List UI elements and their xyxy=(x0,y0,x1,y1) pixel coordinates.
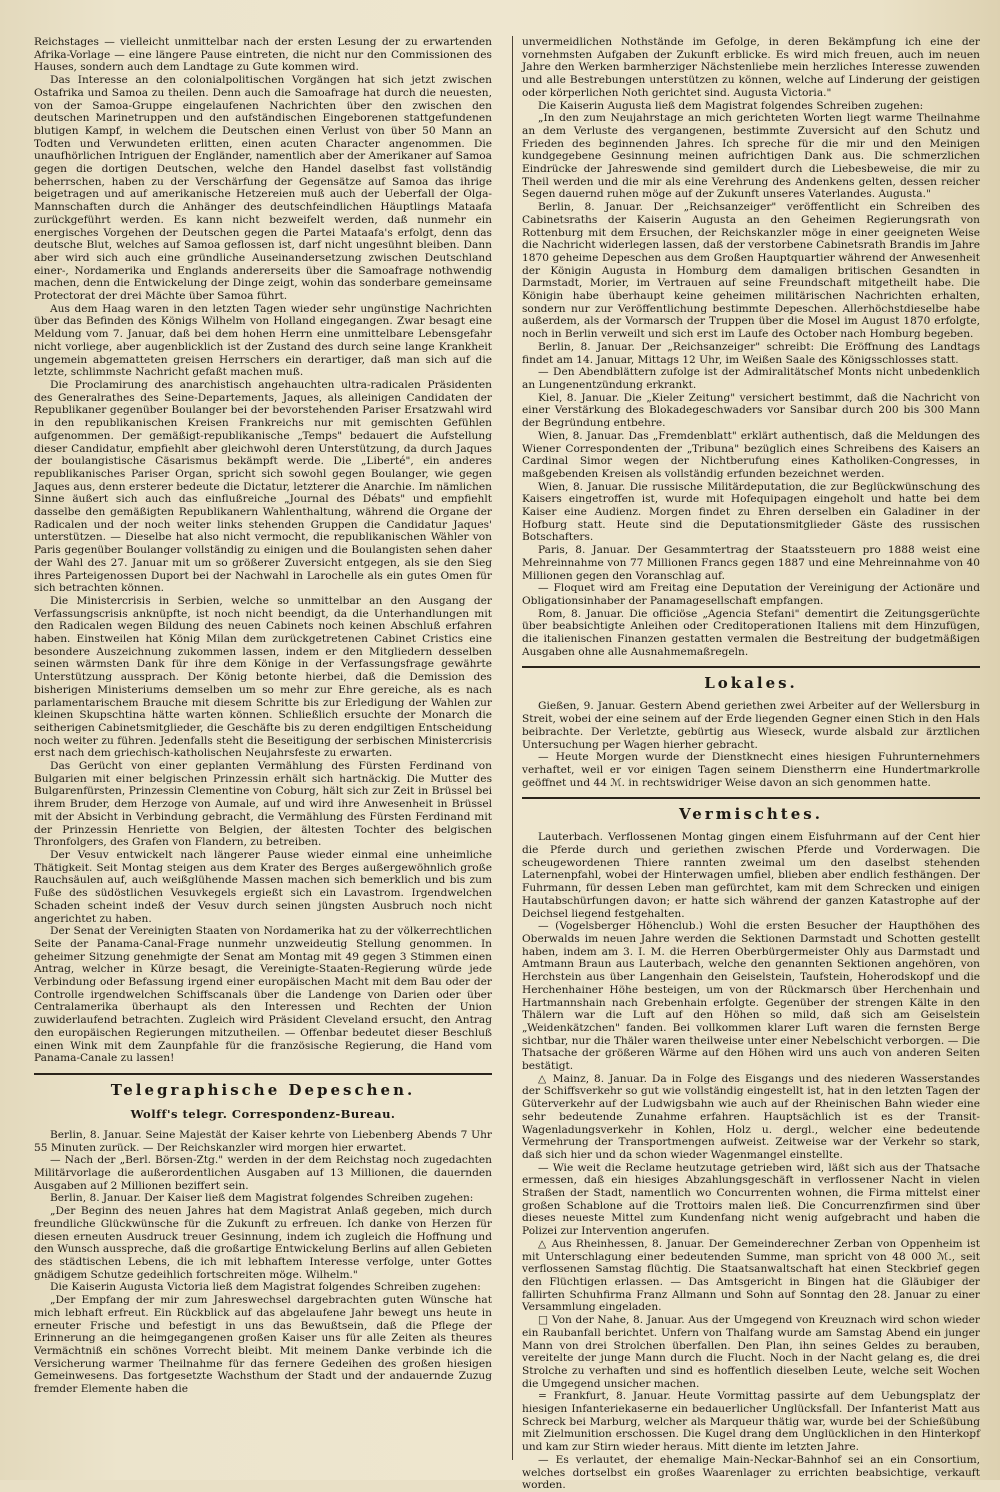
right-column xyxy=(522,36,980,1492)
section-divider xyxy=(522,666,980,668)
article-paragraph: Die Kaiserin Augusta ließ dem Magistrat folgendes Schreiben zugehen: xyxy=(538,99,924,112)
article-paragraph: Rom, 8. Januar. Die officiöse „Agencia Stefani" dementirt die Zeitungsgerüchte über beabsichtigte Anleihen oder Creditoperationen Italiens mit dem Hinzufügen, die italienischen Finanzen gestatten vermalen die Bestreitung der budgetmäßigen Ausgaben ohne alle Ausnahmemaßregeln. xyxy=(522,607,980,658)
article-paragraph: Wien, 8. Januar. Die russische Militärdeputation, die zur Beglückwünschung des Kaisers eingetroffen ist, wurde mit Hofequipagen eingeholt und hatte bei dem Kaiser eine Audienz. Morgen findet zu Ehren derselben ein Galadiner in der Hofburg statt. Heute sind die Deputationsmitglieder Gäste des russischen Botschafters. xyxy=(522,480,980,544)
vermischtes-paragraph: — (Vogelsberger Höhenclub.) Wohl die ersten Besucher der Haupthöhen des Oberwalds im neuen Jahre werden die Sektionen Darmstadt und Schotten gestellt haben, indem am 3. I. M. die Herren Oberbürgermeister Ohly aus Darmstadt und Amtmann Braun aus Lauterbach, welche den genannten Sektionen angehören, von Herchstein aus über Langenhain den Geiselstein, Taufstein, Hoherodskopf und die Herchenhainer Höhe besteigen, um von der Rückmarsch über Herchenhain und Hartmannshain nach Grebenhain erfolgte. Gegenüber der strengen Kälte in den Thälern war die Luft auf den Höhen so mild, daß sich am Geiselstein „Weidenkätzchen" fanden. Bei vollkommen klarer Luft waren die fernsten Berge sichtbar, nur die Thäler waren theilweise unter einer Nebelschicht verborgen. — Die Thatsache der größeren Wärme auf den Höhen wird uns auch von anderen Seiten bestätigt. xyxy=(522,920,980,1073)
article-paragraph: Wien, 8. Januar. Das „Fremdenblatt" erklärt authentisch, daß die Meldungen des Wiener Correspondenten der „Tribuna" bezüglich eines Schreibens des Kaisers an Cardinal Simor wegen der Nichtberufung eines Katholiken-Congresses, in maßgebenden Kreisen als vollständig erfunden bezeichnet werden. xyxy=(522,429,980,480)
vermischtes-paragraph: = Frankfurt, 8. Januar. Heute Vormittag passirte auf dem Uebungsplatz der hiesigen Infanteriekaserne ein bedauerlicher Unglücksfall. Der Infanterist Matt aus Schreck bei Marburg, welcher als Marqueur thätig war, wurde bei der Schießübung mit Zielmunition erschossen. Die Kugel drang dem Unglücklichen in den Hinterkopf und kam zur Stirn wieder heraus. Mitt diente im letzten Jahre. xyxy=(522,1390,980,1454)
lokales-paragraph: Gießen, 9. Januar. Gestern Abend geriethen zwei Arbeiter auf der Wellersburg in Streit, wobei der eine seinem auf der Erde liegenden Gegner einen Stich in den Hals beibrachte. Der Verletzte, gebürtig aus Wieseck, wurde alsbald zur ärztlichen Untersuchung per Wagen hierher gebracht. xyxy=(522,700,980,751)
article-paragraph: „In den zum Neujahrstage an mich gerichteten Worten liegt warme Theilnahme an dem Verluste des vergangenen, bestimmte Zuversicht auf den Schutz und Frieden des beginnenden Jahres. Ich spreche für die mir und den Meinigen kundgegebene Gesinnung meinen aufrichtigen Dank aus. Die schmerzlichen Eindrücke der Jahreswende sind gemildert durch die Liebesbeweise, die mir zu Theil werden und die mir als eine Verehrung des Andenkens gelten, dessen reicher Segen dauernd ruhen möge auf der Zukunft unseres Vaterlandes. Augusta." xyxy=(522,112,980,201)
vermischtes-paragraph: △ Mainz, 8. Januar. Da in Folge des Eisgangs und des niederen Wasserstandes der Schiffsverkehr so gut wie vollständig eingestellt ist, hat in den letzten Tagen der Güterverkehr auf der Ludwigsbahn wie auch auf der Rheinischen Bahn wieder eine sehr bedeutende Zunahme erfahren. Hauptsächlich ist es der Transit-Wagenladungsverkehr in Kohlen, Holz u. dergl., welcher eine bedeutende Vermehrung der Transportmengen aufweist. Zeitweise war der Verkehr so stark, daß sich hier und da schon wieder Wagenmangel einstellte. xyxy=(522,1072,980,1161)
vermischtes-paragraph: □ Von der Nahe, 8. Januar. Aus der Umgegend von Kreuznach wird schon wieder ein Raubanfall berichtet. Unfern von Thalfang wurde am Samstag Abend ein junger Mann von drei Strolchen überfallen. Den Plan, ihn seines Geldes zu berauben, vereitelte der junge Mann durch die Flucht. Noch in der Nacht gelang es, die drei Strolche zu verhaften und sind es hoffentlich dieselben Leute, welche seit Wochen die Umgegend unsicher machen. xyxy=(522,1314,980,1390)
article-paragraph: Berlin, 8. Januar. Der „Reichsanzeiger" veröffentlicht ein Schreiben des Cabinetsraths der Kaiserin Augusta an den Geheimen Regierungsrath von Rottenburg mit dem Ersuchen, der Reichskanzler möge in einer geeigneten Weise die Nachricht widerlegen lassen, daß der verstorbene Cabinetsrath Brandis im Jahre 1870 geheime Depeschen aus dem Großen Hauptquartier während der Anwesenheit der Königin Augusta in Homburg dem damaligen britischen Gesandten in Darmstadt, Morier, im Vertrauen auf seine Freundschaft mitgetheilt habe. Die Königin habe überhaupt keine geheimen militärischen Nachrichten erhalten, sondern nur zur Veröffentlichung bestimmte Depeschen. Allerhöchstdieselbe habe außerdem, als der Vormarsch der Truppen über die Mosel im August 1870 erfolgte, noch in Berlin verweilt und sich erst im Laufe des October nach Homburg begeben. xyxy=(522,201,980,341)
article-paragraph: Paris, 8. Januar. Der Gesammtertrag der Staatssteuern pro 1888 weist eine Mehreinnahme von 77 Millionen Francs gegen 1887 und eine Mehreinnahme von 40 Millionen gegen den Voranschlag auf. xyxy=(522,544,980,582)
lokales-heading: Lokales. xyxy=(704,674,798,693)
article-paragraph: Reichstages — vielleicht unmittelbar nach der ersten Lesung der zu erwartenden Afrika-Vorlage — eine längere Pause eintreten, die nicht nur den Commissionen des Hauses, sondern auch dem Landtage zu Gute kommen wird. xyxy=(34,36,492,74)
section-divider xyxy=(34,1073,492,1075)
section-divider xyxy=(522,797,980,799)
telegraph-paragraph: Berlin, 8. Januar. Der Kaiser ließ dem Magistrat folgendes Schreiben zugehen: xyxy=(50,1192,474,1205)
telegraph-paragraph: — Nach der „Berl. Börsen-Ztg." werden in der dem Reichstag noch zugedachten Militärvorlage die außerordentlichen Ausgaben auf 13 Millionen, die dauernden Ausgaben auf 2 Millionen beziffert sein. xyxy=(34,1154,492,1192)
vermischtes-paragraph: — Es verlautet, der ehemalige Main-Neckar-Bahnhof sei an ein Consortium, welches dortselbst ein großes Waarenlager zu errichten beabsichtige, verkauft worden. xyxy=(522,1453,980,1492)
telegraph-paragraph: „Der Beginn des neuen Jahres hat dem Magistrat Anlaß gegeben, mich durch freundliche Glückwünsche für die Zukunft zu erfreuen. Ich danke von Herzen für diesen erneuten Ausdruck treuer Gesinnung, indem ich zugleich die Hoffnung und den Wunsch ausspreche, daß die großartige Entwickelung Berlins auf allen Gebieten des städtischen Lebens, die ich mit lebhaftem Interesse verfolge, unter Gottes gnädigem Schutze gedeihlich fortschreiten möge. Wilhelm." xyxy=(34,1205,492,1281)
article-paragraph: Der Vesuv entwickelt nach längerer Pause wieder einmal eine unheimliche Thätigkeit. Seit Montag steigen aus dem Krater des Berges außergewöhnlich große Rauchsäulen auf, auch weißglühende Massen machen sich bemerklich und bis zum Fuße des südöstlichen Vesuvkegels ergießt sich ein Lavastrom. Irgendwelchen Schaden scheint indeß der Vesuv durch seinen jüngsten Ausbruch noch nicht angerichtet zu haben. xyxy=(34,849,492,925)
telegraph-heading: Telegraphische Depeschen. xyxy=(110,1080,416,1099)
article-paragraph: Die Ministercrisis in Serbien, welche so unmittelbar an den Ausgang der Verfassungscrisis anknüpfte, ist noch nicht beendigt, da die Unterhandlungen mit den Radicalen wegen Bildung des neuen Cabinets noch keinen Abschluß erfahren haben. Einstweilen hat König Milan dem zurückgetretenen Cabinet Cristics eine besondere Auszeichnung zukommen lassen, indem er den Mitgliedern desselben seinen wärmsten Dank für ihre dem Könige in der Verfassungsfrage gewährte Unterstützung aussprach. Der König betonte hierbei, daß die Demission des bisherigen Ministeriums demselben um so mehr zur Ehre gereiche, als es nach parlamentarischem Brauche mit diesem Schritte bis zur Erledigung der Wahlen zur kleinen Skupschtina hätte warten können. Schließlich ersuchte der Monarch die seitherigen Cabinetsmitglieder, die Geschäfte bis zu deren endgiltigen Entscheidung noch weiter zu führen. Jedenfalls steht die Beseitigung der serbischen Ministercrisis erst nach dem griechisch-katholischen Neujahrsfeste zu erwarten. xyxy=(34,594,492,760)
article-paragraph: Das Gerücht von einer geplanten Vermählung des Fürsten Ferdinand von Bulgarien mit einer belgischen Prinzessin erhält sich hartnäckig. Die Mutter des Bulgarenfürsten, Prinzessin Clementine von Coburg, hält sich zur Zeit in Brüssel bei ihrem Bruder, dem Herzoge von Aumale, auf und wird ihre Anwesenheit in Brüssel mit der Absicht in Verbindung gebracht, die Vermählung des Fürsten Ferdinand mit der Prinzessin Henriette von Belgien, der ältesten Tochter des belgischen Thronfolgers, des Grafen von Flandern, zu betreiben. xyxy=(34,760,492,849)
vermischtes-paragraph: △ Aus Rheinhessen, 8. Januar. Der Gemeinderechner Zerban von Oppenheim ist mit Unterschlagung einer bedeutenden Summe, man spricht von 48 000 ℳ., seit verflossenen Samstag flüchtig. Die Staatsanwaltschaft hat einen Steckbrief gegen den Flüchtigen erlassen. — Das Amtsgericht in Bingen hat die Gläubiger der fallirten Schuhfirma Franz Allmann und Sohn auf Sonntag den 28. Januar zu einer Versammlung eingeladen. xyxy=(522,1237,980,1314)
vermischtes-paragraph: — Wie weit die Reclame heutzutage getrieben wird, läßt sich aus der Thatsache ermessen, daß ein hiesiges Abzahlungsgeschäft in verflossener Nacht in vielen Straßen der Stadt, namentlich wo Concurrenten wohnen, die Firma mittelst einer großen Schablone auf die Trottoirs malen ließ. Die Concurrenzfirmen sind über dieses neueste Mittel zum Kundenfang nicht wenig aufgebracht und haben die Polizei zur Intervention angerufen. xyxy=(522,1161,980,1238)
article-paragraph: Der Senat der Vereinigten Staaten von Nordamerika hat zu der völkerrechtlichen Seite der Panama-Canal-Frage nunmehr unzweideutig Stellung genommen. In geheimer Sitzung genehmigte der Senat am Montag mit 49 gegen 3 Stimmen einen Antrag, welcher in Kürze besagt, die Vereinigte-Staaten-Regierung würde jede Verbindung oder Befassung irgend einer europäischen Macht mit dem Bau oder der Controlle irgendwelchen Schiffscanals über die Landenge von Darien oder über Centralamerika überhaupt als den Interessen und Rechten der Union zuwiderlaufend betrachten. Zugleich wird Präsident Cleveland ersucht, den Antrag den europäischen Regierungen mitzutheilen. — Offenbar bedeutet dieser Beschluß einen Wink mit dem Zaunpfahle für die französische Regierung, die Hand vom Panama-Canale zu lassen! xyxy=(34,925,492,1065)
article-paragraph: — Den Abendblättern zufolge ist der Admiralitätschef Monts nicht unbedenklich an Lungenentzündung erkrankt. xyxy=(522,366,980,391)
telegraph-paragraph: „Der Empfang der mir zum Jahreswechsel dargebrachten guten Wünsche hat mich lebhaft erfreut. Ein Rückblick auf das abgelaufene Jahr bewegt uns heute in erneuter Frische und befestigt in uns das Bewußtsein, daß die Pflege der Erinnerung an die heimgegangenen großen Kaiser uns für alle Zeiten als theures Vermächtniß ein schönes Vorrecht bleibt. Mit meinem Danke verbinde ich die Versicherung warmer Theilnahme für das fernere Gedeihen des großen hiesigen Gemeinwesens. Das fortgesetzte Wachsthum der Stadt und der andauernde Zuzug fremder Elemente haben die xyxy=(34,1294,492,1396)
left-column xyxy=(34,36,492,1492)
telegraph-paragraph: Berlin, 8. Januar. Seine Majestät der Kaiser kehrte von Liebenberg Abends 7 Uhr 55 Minuten zurück. — Der Reichskanzler wird morgen hier erwartet. xyxy=(34,1128,492,1154)
article-paragraph: Berlin, 8. Januar. Der „Reichsanzeiger" schreibt: Die Eröffnung des Landtags findet am 14. Januar, Mittags 12 Uhr, im Weißen Saale des Königsschlosses statt. xyxy=(522,340,980,366)
article-paragraph: Das Interesse an den colonialpolitischen Vorgängen hat sich jetzt zwischen Ostafrika und Samoa zu theilen. Denn auch die Samoafrage hat durch die neuesten, von der Samoa-Gruppe eingelaufenen Nachrichten über den zwischen den deutschen Marinetruppen und den aufständischen Eingeborenen stattgefundenen blutigen Kampf, in welchem die Deutschen einen Verlust von über 50 Mann an Todten und Verwundeten erlitten, einen acuten Character angenommen. Die unaufhörlichen Intriguen der Engländer, namentlich aber der Amerikaner auf Samoa gegen die dortigen Deutschen, welche den Handel daselbst fast vollständig beherrschen, haben zu der Verschärfung der Gegensätze auf Samoa das ihrige beigetragen und auf amerikanische Hetzereien muß auch der Ueberfall der Olga-Mannschaften durch die Anhänger des deutschfeindlichen Häuptlings Mataafa zurückgeführt werden. Es kann nicht bezweifelt werden, daß nunmehr ein energisches Vorgehen der Deutschen gegen die Partei Mataafa's erfolgt, denn das deutsche Blut, welches auf Samoa geflossen ist, darf nicht ungesühnt bleiben. Dann aber wird sich auch eine gründliche Auseinandersetzung zwischen Deutschland einer-, Nordamerika und Englands andererseits über die Samoafrage nothwendig machen, denn die Entwickelung der Dinge zeigt, wohin das sonderbare gemeinsame Protectorat der drei Mächte über Samoa führt. xyxy=(34,74,492,303)
article-paragraph: unvermeidlichen Nothstände im Gefolge, in deren Bekämpfung ich eine der vornehmsten Aufgaben der Zukunft erblicke. Es wird mich freuen, auch im neuen Jahre den Werken barmherziger Nächstenliebe mein herzliches Interesse zuwenden und alle Bestrebungen unterstützen zu können, welche auf Linderung der geistigen oder körperlichen Noth gerichtet sind. Augusta Victoria." xyxy=(522,36,980,99)
article-paragraph: — Floquet wird am Freitag eine Deputation der Vereinigung der Actionäre und Obligationsinhaber der Panamagesellschaft empfangen. xyxy=(522,582,980,607)
article-paragraph: Aus dem Haag waren in den letzten Tagen wieder sehr ungünstige Nachrichten über das Befinden des Königs Wilhelm von Holland eingegangen. Zwar besagt eine Meldung vom 7. Januar, daß bei dem hohen Herrn eine unmittelbare Lebensgefahr nicht vorliege, aber augenblicklich ist der Zustand des durch seine lange Krankheit ungemein abgematteten greisen Herrschers ein derartiger, daß man sich auf die letzte, schlimmste Nachricht gefaßt machen muß. xyxy=(34,302,492,379)
telegraph-paragraph: Die Kaiserin Augusta Victoria ließ dem Magistrat folgendes Schreiben zugehen: xyxy=(50,1281,481,1294)
article-paragraph: Kiel, 8. Januar. Die „Kieler Zeitung" versichert bestimmt, daß die Nachricht von einer Verstärkung des Blokadegeschwaders vor Sansibar durch 200 bis 300 Mann der Begründung entbehre. xyxy=(522,391,980,430)
lokales-paragraph: — Heute Morgen wurde der Dienstknecht eines hiesigen Fuhrunternehmers verhaftet, weil er vor einigen Tagen seinem Dienstherrn eine Hundertmarkrolle geöffnet und 44 ℳ. in rechtswidriger Weise davon an sich genommen hatte. xyxy=(522,751,980,789)
telegraph-subheading: Wolff's telegr. Correspondenz-Bureau. xyxy=(130,1106,396,1121)
vermischtes-paragraph: Lauterbach. Verflossenen Montag gingen einem Eisfuhrmann auf der Cent hier die Pferde durch und geriethen zwischen Pferde und Vorderwagen. Die scheugewordenen Thiere rannten zweimal um den daselbst stehenden Laternenpfahl, wobei der Hinterwagen umfiel, blieben aber endlich festhängen. Der Fuhrmann, für dessen Leben man gefürchtet, kam mit dem Schrecken und einigen Hautabschürfungen davon; er hatte sich während der ganzen Katastrophe auf der Deichsel liegend festgehalten. xyxy=(522,831,980,920)
vermischtes-heading: Vermischtes. xyxy=(679,805,823,824)
article-paragraph: Die Proclamirung des anarchistisch angehauchten ultra-radicalen Präsidenten des Generalrathes des Seine-Departements, Jaques, als alleinigen Candidaten der Republikaner gegenüber Boulanger bei der bevorstehenden Pariser Ersatzwahl wird in den republikanischen Kreisen Frankreichs nur mit gemischten Gefühlen aufgenommen. Der gemäßigt-republikanische „Temps" bedauert die Aufstellung dieser Candidatur, empfiehlt aber gleichwohl deren Unterstützung, da durch Jaques der boulangistische Cäsarismus bekämpft werde. Die „Liberté", ein anderes republikanisches Pariser Organ, spricht sich sowohl gegen Boulanger, wie gegen Jaques aus, denn ersterer bedeute die Dictatur, letzterer die Anarchie. Im nämlichen Sinne äußert sich auch das einflußreiche „Journal des Débats" und empfiehlt dasselbe den gemäßigten Republikanern Wahlenthaltung, während die Organe der Radicalen und der noch weiter links stehenden Gruppen die Candidatur Jaques' unterstützen. — Dieselbe hat also nicht vermocht, die republikanischen Wähler von Paris gegenüber Boulanger vollständig zu einigen und die Boulangisten sehen daher der Wahl des 27. Januar mit um so größerer Zuversicht entgegen, als sie den Sieg ihres Parteigenossen Duport bei der Nachwahl in Larochelle als ein gutes Omen für sich betrachten können. xyxy=(34,378,492,595)
